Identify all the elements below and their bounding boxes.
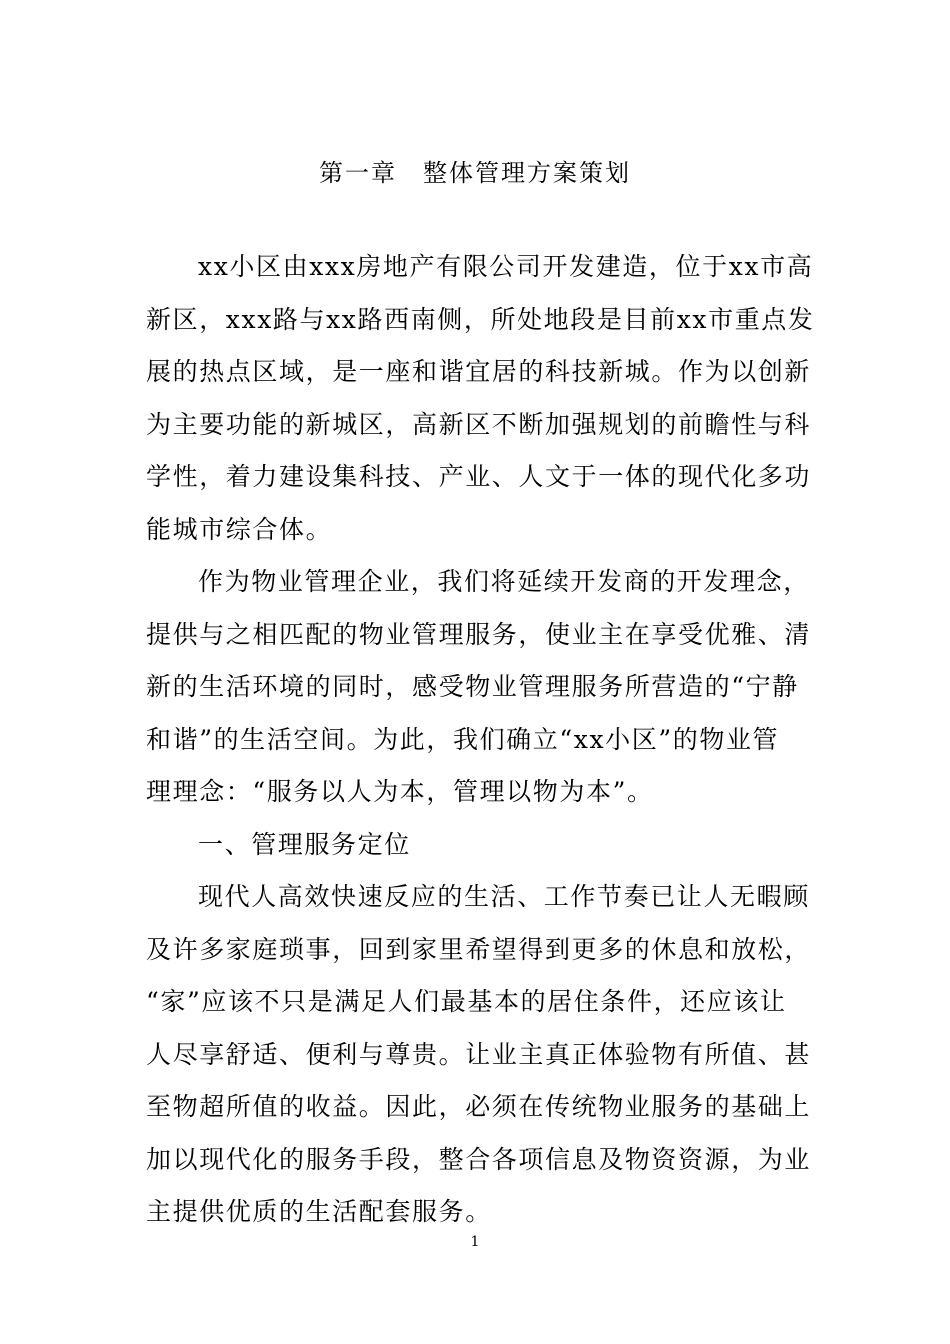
paragraph-management-philosophy [146,556,812,819]
text-line: 新的生活环境的同时，感受物业管理服务所营造的“宁静 [146,672,799,701]
text-line: 新区，xxx路与xx路西南侧，所处地段是目前xx市重点发 [146,304,815,334]
text-line: “家”应该不只是满足人们最基本的居住条件，还应该让 [146,987,787,1016]
section-heading-text: 一、管理服务定位 [198,829,411,859]
text-line: 现代人高效快速反应的生活、工作节奏已让人无暇顾 [198,882,810,911]
text-line: 至物超所值的收益。因此，必须在传统物业服务的基础上 [146,1092,812,1121]
text-line: 人尽享舒适、便利与尊贵。让业主真正体验物有所值、甚 [146,1039,812,1069]
text-line: 理理念：“服务以人为本，管理以物为本”。 [146,777,654,806]
text-line: 为主要功能的新城区，高新区不断加强规划的前瞻性与科 [146,409,812,439]
text-line: 及许多家庭琐事，回到家里希望得到更多的休息和放松， [146,934,812,964]
section-heading [146,819,808,872]
paragraph-service-positioning [146,871,812,1239]
text-line: 提供与之相匹配的物业管理服务，使业主在享受优雅、清 [146,619,812,649]
page-number: 1 [470,1234,480,1250]
body-text [146,241,815,1239]
text-line: 主提供优质的生活配套服务。 [146,1197,492,1226]
text-line: xx小区由xxx房地产有限公司开发建造，位于xx市高 [198,252,814,281]
text-line: 作为物业管理企业，我们将延续开发商的开发理念， [198,567,810,596]
text-line: 学性，着力建设集科技、产业、人文于一体的现代化多功 [146,462,812,491]
text-line: 能城市综合体。 [146,514,333,544]
text-line: 展的热点区域，是一座和谐宜居的科技新城。作为以创新 [146,357,812,386]
chapter-title: 第一章 整体管理方案策划 [319,159,631,187]
text-line: 加以现代化的服务手段，整合各项信息及物资资源，为业 [146,1144,812,1174]
paragraph-intro [146,241,815,556]
text-line: 和谐”的生活空间。为此，我们确立“xx小区”的物业管 [146,724,780,754]
